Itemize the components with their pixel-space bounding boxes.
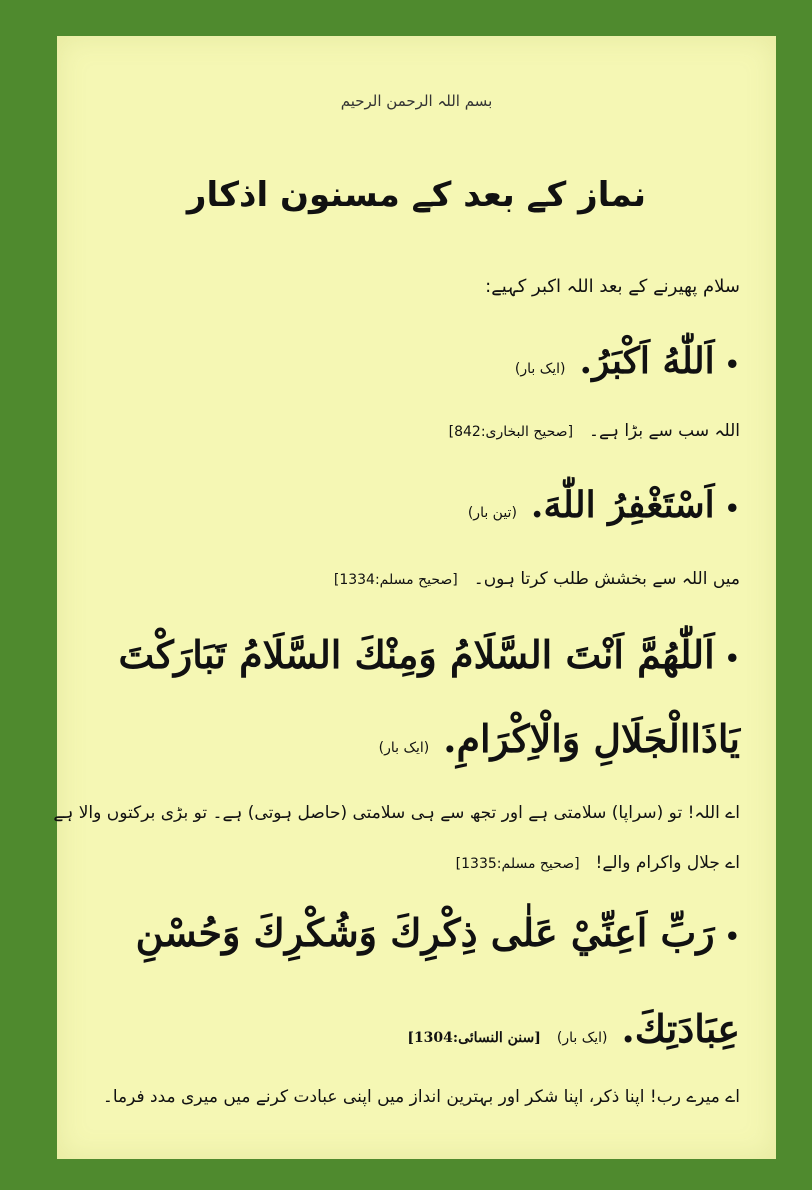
page-title: نماز کے بعد کے مسنون اذکار <box>186 175 647 215</box>
page-sheet <box>53 36 776 1159</box>
dhikr-4-arabic-line-2 <box>407 1006 740 1051</box>
dhikr-1-count: (ایک بار) <box>514 361 566 377</box>
bullet: • <box>724 493 740 523</box>
dhikr-4-text-1: رَبِّ اَعِنِّيْ عَلٰى ذِكْرِكَ وَشُكْرِكَ وَحُسْنِ <box>135 910 715 955</box>
bullet: • <box>724 922 740 951</box>
dhikr-4-arabic-line-1 <box>136 910 740 955</box>
dhikr-1-arabic <box>515 340 740 382</box>
dhikr-2-count: (تین بار) <box>467 505 517 521</box>
intro-text: سلام پھیرنے کے بعد اللہ اکبر کہیے: <box>485 276 740 297</box>
dhikr-3-translation-line-1: اے اللہ! تو (سراپا) سلامتی ہے اور تجھ سے ہی سلامتی (حاصل ہوتی) ہے۔ تو بڑی برکتوں والا ہے <box>53 803 740 823</box>
dhikr-3-text-1: اَللّٰهُمَّ اَنْتَ السَّلَامُ وَمِنْكَ السَّلَامُ تَبَارَكْتَ <box>118 632 715 677</box>
dhikr-1-reference: [صحیح البخاری:842] <box>448 424 574 440</box>
dhikr-4-reference: [سنن النسائی:1304] <box>407 1030 541 1046</box>
dhikr-1-text: اَللّٰهُ اَكْبَرُ. <box>579 340 715 382</box>
dhikr-3-arabic-line-2 <box>379 716 740 761</box>
dhikr-2-text: اَسْتَغْفِرُ اللّٰهَ. <box>530 484 715 526</box>
dhikr-2-translation-line <box>334 568 740 589</box>
bullet: • <box>724 349 740 379</box>
dhikr-3-reference: [صحیح مسلم:1335] <box>455 856 580 872</box>
basmala: بسم اللہ الرحمن الرحیم <box>340 92 493 110</box>
dhikr-3-translation-2: اے جلال واکرام والے! <box>595 853 740 873</box>
dhikr-2-translation: میں اللہ سے بخشش طلب کرتا ہوں۔ <box>473 569 740 589</box>
dhikr-2-arabic <box>468 484 740 526</box>
dhikr-4-translation: اے میرے رب! اپنا ذکر، اپنا شکر اور بہترین انداز میں اپنی عبادت کرنے میں میری مدد فرما۔ <box>102 1087 740 1107</box>
dhikr-3-arabic-line-1 <box>118 632 740 677</box>
dhikr-4-count: (ایک بار) <box>556 1030 608 1046</box>
dhikr-3-text-2: يَاذَاالْجَلَالِ وَالْاِكْرَامِ. <box>443 716 740 761</box>
dhikr-4-text-2: عِبَادَتِكَ. <box>621 1006 740 1051</box>
dhikr-3-count: (ایک بار) <box>378 740 430 756</box>
bullet: • <box>724 644 740 673</box>
dhikr-2-reference: [صحیح مسلم:1334] <box>333 572 458 588</box>
dhikr-1-translation-line <box>449 420 740 441</box>
dhikr-3-translation-line-2 <box>456 852 740 873</box>
dhikr-1-translation: اللہ سب سے بڑا ہے۔ <box>589 421 740 441</box>
